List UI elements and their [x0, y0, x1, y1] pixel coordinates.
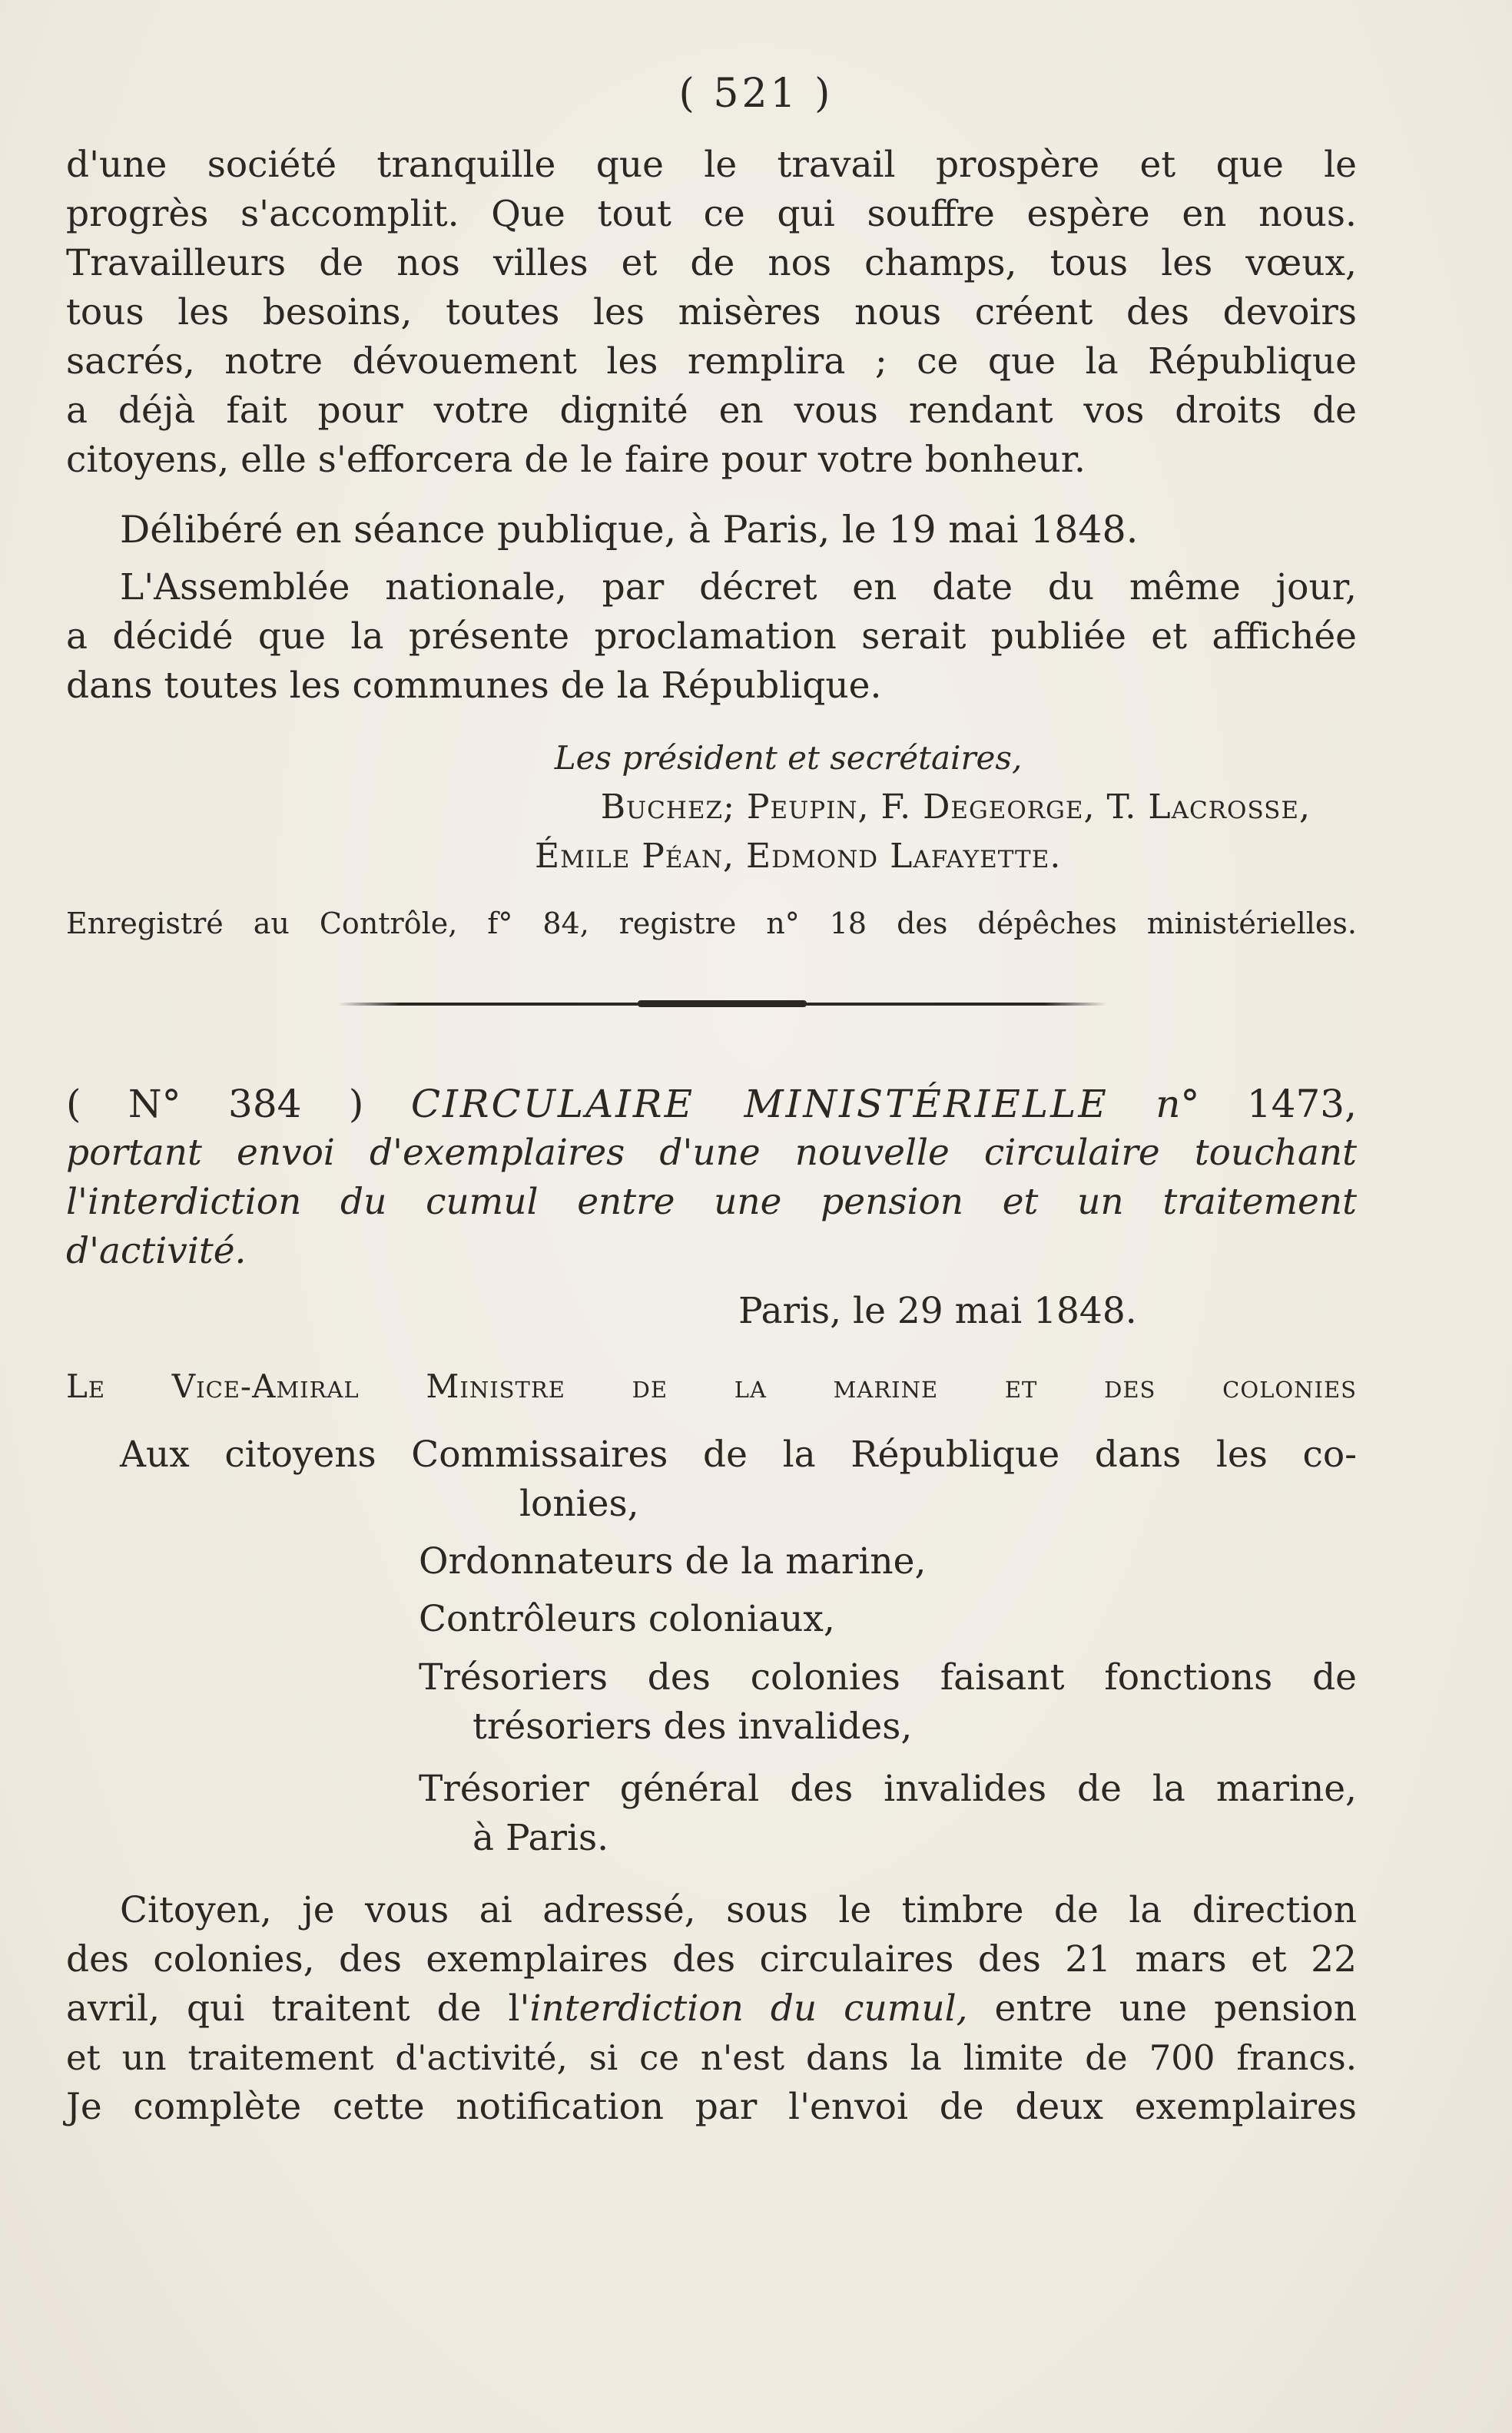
section-divider — [338, 1003, 1106, 1006]
circular-date — [66, 1287, 1357, 1336]
recipient-line: Trésoriers des colonies faisant fonctions de — [419, 1656, 1357, 1699]
signatures-line: Buchez; Peupin, F. Degeorge, T. Lacrosse, — [600, 787, 1311, 827]
divider-ornament — [638, 1000, 807, 1007]
recipient-tresoriers — [419, 1653, 1357, 1752]
body-line: et un traitement d'activité, si ce n'est dans la limite de 700 francs. — [66, 2037, 1357, 2078]
recipient-line: Ordonnateurs de la marine, — [419, 1540, 927, 1583]
body-line — [66, 1984, 1357, 2034]
paragraph-line: d'une société tranquille que le travail prospère et que le — [66, 144, 1357, 186]
recipient-line: Trésorier général des invalides de la marine, — [419, 1768, 1357, 1810]
paragraph-line: progrès s'accomplit. Que tout ce qui souffre espère en nous. — [66, 193, 1357, 235]
paragraph-line: citoyens, elle s'efforcera de le faire pour votre bonheur. — [66, 439, 1086, 481]
circular-title-line — [66, 1079, 1357, 1129]
circular-number: ( N° 384 ) — [66, 1082, 364, 1126]
body-line: des colonies, des exemplaires des circulaires des 21 mars et 22 — [66, 1938, 1357, 1981]
circular-title — [66, 1079, 1357, 1276]
sender-line: Le Vice-Amiral Ministre de la marine et des colonies — [66, 1367, 1357, 1405]
registration-line: Enregistré au Contrôle, f° 84, registre n° 18 des dépêches ministérielles. — [66, 907, 1357, 940]
date-line: Paris, le 29 mai 1848. — [738, 1290, 1137, 1332]
recipient-line: Contrôleurs coloniaux, — [419, 1598, 835, 1640]
signatures-line: Émile Péan, Edmond Lafayette. — [535, 837, 1062, 876]
deliberation — [66, 505, 1357, 555]
circular-n: n° — [1156, 1082, 1200, 1126]
recipient-tresorier-general — [419, 1765, 1357, 1863]
paragraph-line: sacrés, notre dévouement les remplira ; ce que la République — [66, 340, 1357, 383]
circular-title-line: d'activité. — [66, 1230, 247, 1272]
recipients-line: Aux citoyens Commissaires de la République dans les co- — [120, 1434, 1357, 1476]
paragraph-line: Travailleurs de nos villes et de nos champs, tous les vœux, — [66, 242, 1357, 284]
circular-title-line: l'interdiction du cumul entre une pension et un traitement — [66, 1181, 1357, 1223]
assembly-paragraph — [66, 563, 1357, 711]
recipients-line: lonies, — [519, 1483, 639, 1525]
recipients — [66, 1430, 1357, 1529]
circular-title-line: portant envoi d'exemplaires d'une nouvelle circulaire touchant — [66, 1132, 1357, 1174]
paragraph-line: dans toutes les communes de la République. — [66, 665, 882, 707]
circular-value: 1473, — [1246, 1082, 1357, 1126]
paragraph-line: a décidé que la présente proclamation serait publiée et affichée — [66, 615, 1357, 658]
body-text: entre une pension — [967, 1987, 1357, 2030]
sender — [66, 1362, 1357, 1411]
signatures — [66, 734, 1357, 881]
recipient-line: à Paris. — [472, 1817, 609, 1859]
body-line: Je complète cette notification par l'envoi de deux exemplaires — [66, 2086, 1357, 2128]
circular-body — [66, 1886, 1357, 2132]
recipient-line: trésoriers des invalides, — [472, 1705, 913, 1748]
body-line: Citoyen, je vous ai adressé, sous le timbre de la direction — [120, 1889, 1357, 1931]
page-number: ( 521 ) — [678, 71, 834, 117]
recipient-ordonnateurs — [419, 1537, 1418, 1586]
top-paragraph — [66, 141, 1357, 485]
circular-label: CIRCULAIRE MINISTÉRIELLE — [410, 1082, 1109, 1126]
signatures-heading: Les président et secrétaires, — [554, 739, 1023, 777]
body-text: avril, qui traitent de l' — [66, 1987, 530, 2030]
deliberation-line: Délibéré en séance publique, à Paris, le 19 mai 1848. — [120, 508, 1139, 552]
recipient-controleurs — [419, 1595, 1418, 1644]
registration — [66, 899, 1357, 948]
paragraph-line: a déjà fait pour votre dignité en vous rendant vos droits de — [66, 389, 1357, 432]
paragraph-line: tous les besoins, toutes les misères nous créent des devoirs — [66, 291, 1357, 333]
body-emphasis: interdiction du cumul, — [529, 1987, 968, 2030]
paragraph-line: L'Assemblée nationale, par décret en date du même jour, — [120, 566, 1357, 608]
